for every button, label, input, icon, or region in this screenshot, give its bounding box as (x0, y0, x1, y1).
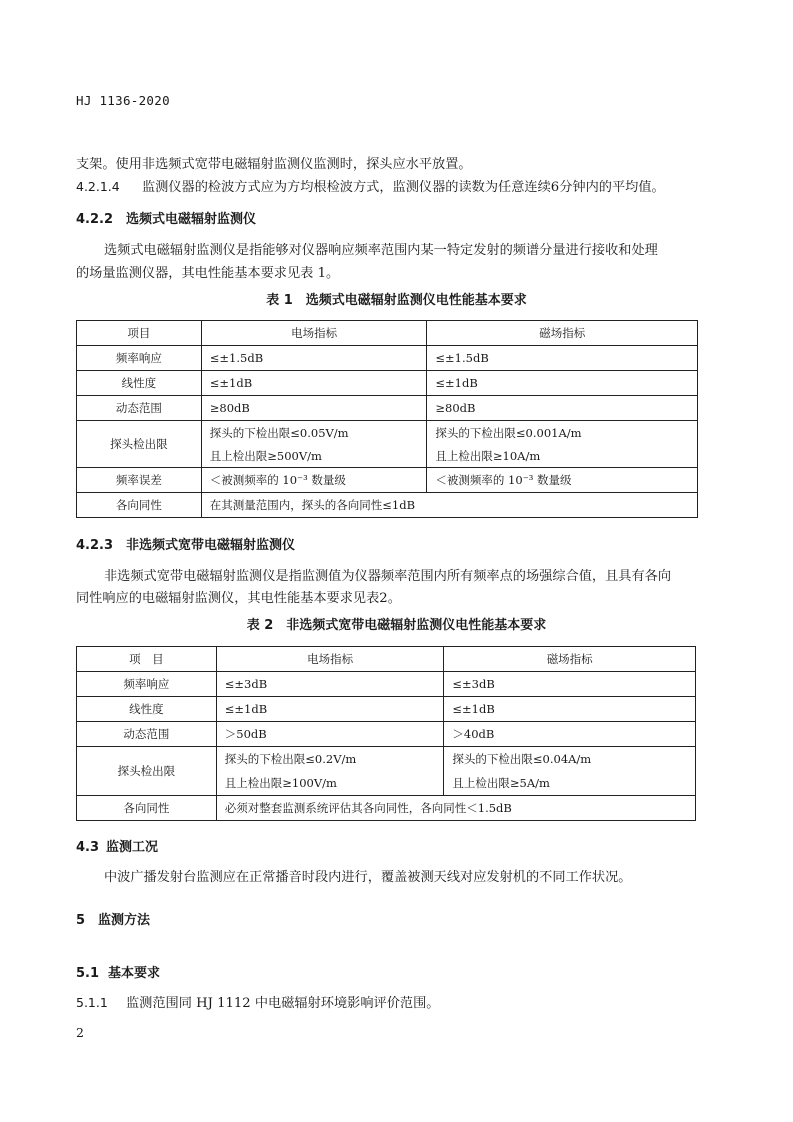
clause-number: 5.1.1 (76, 995, 108, 1010)
table-1 (76, 320, 698, 518)
table-row (77, 468, 698, 493)
e-field-cell: ≤±1dB (201, 371, 427, 396)
heading-number: 5.1 (76, 966, 100, 981)
m-field-cell: ＜被测频率的 10⁻³ 数量级 (427, 468, 698, 493)
e-field-cell: ＞50dB (216, 722, 444, 747)
item-cell: 动态范围 (77, 396, 202, 421)
table-header-row (77, 647, 696, 672)
clause-number: 4.2.1.4 (76, 179, 120, 194)
e-field-cell: ＜被测频率的 10⁻³ 数量级 (201, 468, 427, 493)
paragraph-continued: 支架。使用非选频式宽带电磁辐射监测仪监测时，探头应水平放置。 (76, 157, 472, 172)
e-field-cell: 探头的下检出限≤0.2V/m (216, 747, 444, 772)
item-cell: 各向同性 (77, 493, 202, 518)
e-field-cell: ≤±3dB (216, 672, 444, 697)
e-field-cell: 且上检出限≥500V/m (201, 444, 427, 468)
clause-5-1-1 (76, 992, 440, 1011)
m-field-cell: 探头的下检出限≤0.04A/m (444, 747, 696, 772)
table-row (77, 346, 698, 371)
table-row (77, 697, 696, 722)
table-row (77, 396, 698, 421)
heading-title: 监测方法 (98, 913, 151, 928)
paragraph-line: 选频式电磁辐射监测仪是指能够对仪器响应频率范围内某一特定发射的频谱分量进行接收和处理 (104, 243, 658, 258)
m-field-cell: ≤±1dB (444, 697, 696, 722)
header-cell: 项目 (77, 321, 202, 346)
span-cell: 必须对整套监测系统评估其各向同性，各向同性＜1.5dB (216, 796, 695, 821)
header-cell: 磁场指标 (427, 321, 698, 346)
m-field-cell: 探头的下检出限≤0.001A/m (427, 421, 698, 445)
header-cell: 电场指标 (216, 647, 444, 672)
heading-number: 4.2.3 (76, 538, 114, 553)
item-cell: 频率响应 (77, 346, 202, 371)
heading-5 (76, 909, 150, 928)
table-row (77, 747, 696, 772)
paragraph-line: 中波广播发射台监测应在正常播音时段内进行，覆盖被测天线对应发射机的不同工作状况。 (104, 870, 632, 885)
heading-5-1 (76, 962, 160, 981)
e-field-cell: 探头的下检出限≤0.05V/m (201, 421, 427, 445)
clause-4-2-1-4 (76, 176, 665, 195)
table-row (77, 493, 698, 518)
heading-number: 4.3 (76, 840, 100, 855)
e-field-cell: 且上检出限≥100V/m (216, 771, 444, 796)
clause-text: 监测范围同 HJ 1112 中电磁辐射环境影响评价范围。 (126, 996, 440, 1011)
table-row (77, 371, 698, 396)
item-cell: 动态范围 (77, 722, 217, 747)
item-cell: 探头检出限 (77, 421, 202, 468)
header-cell: 磁场指标 (444, 647, 696, 672)
span-cell: 在其测量范围内，探头的各向同性≤1dB (201, 493, 697, 518)
heading-title: 选频式电磁辐射监测仪 (126, 212, 257, 227)
heading-4-3 (76, 836, 158, 855)
table-header-row (77, 321, 698, 346)
paragraph-line: 非选频式宽带电磁辐射监测仪是指监测值为仪器频率范围内所有频率点的场强综合值，且具有各向 (104, 569, 672, 584)
heading-title: 监测工况 (106, 840, 159, 855)
table-row (77, 421, 698, 445)
e-field-cell: ≤±1.5dB (201, 346, 427, 371)
item-cell: 线性度 (77, 371, 202, 396)
m-field-cell: ≤±1dB (427, 371, 698, 396)
header-cell: 电场指标 (201, 321, 427, 346)
heading-number: 5 (76, 913, 86, 928)
m-field-cell: ≤±3dB (444, 672, 696, 697)
table-1-caption: 表 1 选频式电磁辐射监测仪电性能基本要求 (266, 293, 527, 308)
m-field-cell: 且上检出限≥10A/m (427, 444, 698, 468)
m-field-cell: ＞40dB (444, 722, 696, 747)
item-cell: 频率响应 (77, 672, 217, 697)
table-row (77, 796, 696, 821)
m-field-cell: ≥80dB (427, 396, 698, 421)
table-2 (76, 646, 696, 821)
item-cell: 各向同性 (77, 796, 217, 821)
heading-4-2-3 (76, 534, 295, 553)
m-field-cell: 且上检出限≥5A/m (444, 771, 696, 796)
heading-number: 4.2.2 (76, 212, 114, 227)
table-row (77, 722, 696, 747)
heading-4-2-2 (76, 208, 256, 227)
e-field-cell: ≤±1dB (216, 697, 444, 722)
m-field-cell: ≤±1.5dB (427, 346, 698, 371)
document-code: HJ 1136-2020 (76, 93, 170, 108)
item-cell: 频率误差 (77, 468, 202, 493)
paragraph-line: 同性响应的电磁辐射监测仪，其电性能基本要求见表2。 (76, 591, 401, 606)
table-row (77, 672, 696, 697)
e-field-cell: ≥80dB (201, 396, 427, 421)
paragraph-line: 的场量监测仪器，其电性能基本要求见表 1。 (76, 266, 340, 281)
item-cell: 线性度 (77, 697, 217, 722)
header-cell: 项 目 (77, 647, 217, 672)
item-cell: 探头检出限 (77, 747, 217, 796)
page-number: 2 (76, 1025, 84, 1040)
table-2-caption: 表 2 非选频式宽带电磁辐射监测仪电性能基本要求 (246, 618, 547, 633)
heading-title: 基本要求 (108, 966, 161, 981)
heading-title: 非选频式宽带电磁辐射监测仪 (126, 538, 296, 553)
clause-text: 监测仪器的检波方式应为方均根检波方式，监测仪器的读数为任意连续6分钟内的平均值。 (142, 180, 665, 195)
